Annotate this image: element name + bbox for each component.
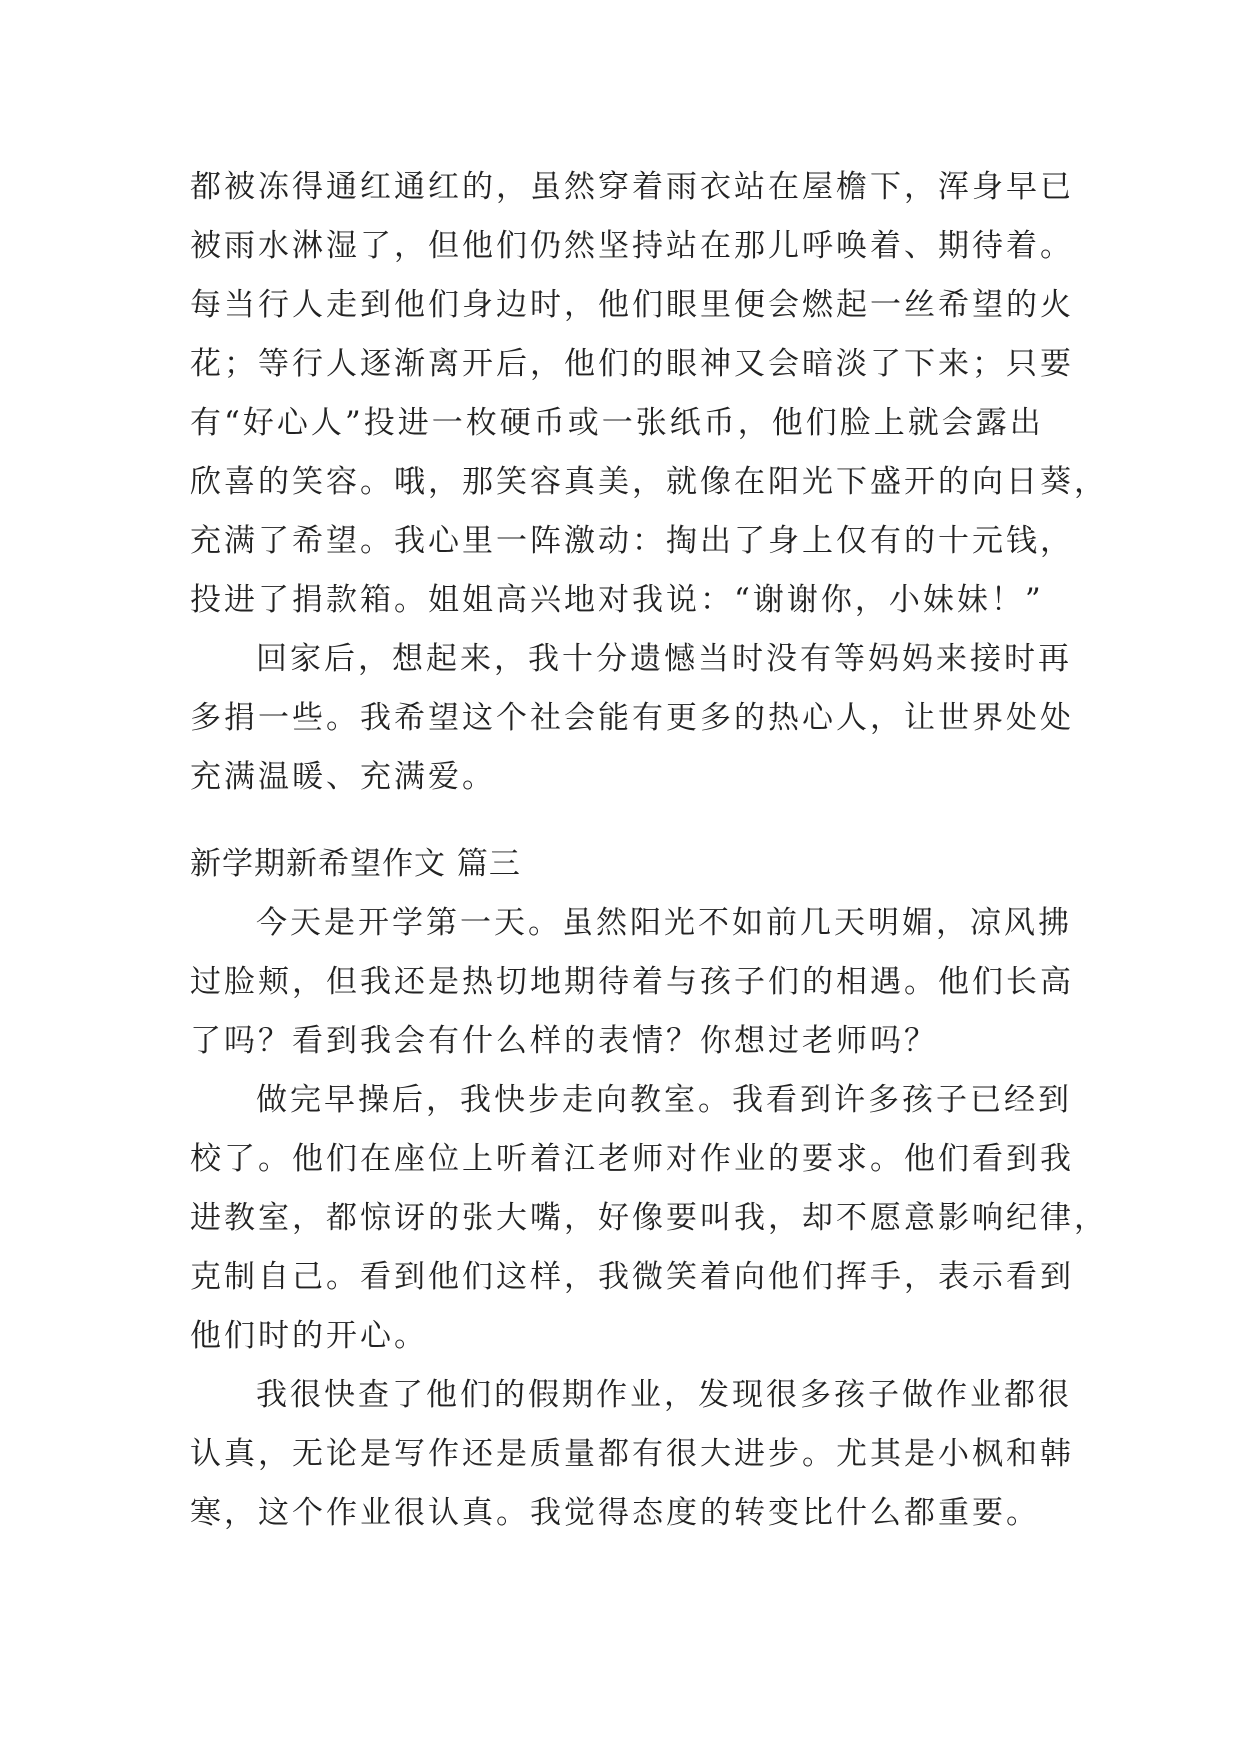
section-heading: 新学期新希望作文 篇三 xyxy=(190,846,521,882)
paragraph xyxy=(190,630,1074,807)
text-line: 多捐一些。我希望这个社会能有更多的热心人，让世界处处 xyxy=(190,700,1074,736)
text-line: 做完早操后，我快步走向教室。我看到许多孩子已经到 xyxy=(256,1082,1072,1118)
text-line: 充满温暖、充满爱。 xyxy=(190,759,496,795)
paragraph xyxy=(190,1366,1074,1543)
text-line: 欣喜的笑容。哦，那笑容真美，就像在阳光下盛开的向日葵， xyxy=(190,464,1108,500)
text-line: 投进了捐款箱。姐姐高兴地对我说：“谢谢你，小妹妹！” xyxy=(190,582,1044,618)
text-line: 有“好心人”投进一枚硬币或一张纸币，他们脸上就会露出 xyxy=(190,405,1044,441)
paragraph xyxy=(190,1071,1108,1366)
text-line: 花；等行人逐渐离开后，他们的眼神又会暗淡了下来；只要 xyxy=(190,346,1074,382)
text-line: 了吗？看到我会有什么样的表情？你想过老师吗？ xyxy=(190,1023,938,1059)
paragraph xyxy=(190,894,1074,1071)
text-line: 克制自己。看到他们这样，我微笑着向他们挥手，表示看到 xyxy=(190,1259,1074,1295)
text-line: 他们时的开心。 xyxy=(190,1318,428,1354)
text-line: 都被冻得通红通红的，虽然穿着雨衣站在屋檐下，浑身早已 xyxy=(190,169,1074,205)
text-line: 今天是开学第一天。虽然阳光不如前几天明媚，凉风拂 xyxy=(256,905,1072,941)
text-line: 每当行人走到他们身边时，他们眼里便会燃起一丝希望的火 xyxy=(190,287,1074,323)
text-line: 我很快查了他们的假期作业，发现很多孩子做作业都很 xyxy=(256,1377,1072,1413)
text-line: 过脸颊，但我还是热切地期待着与孩子们的相遇。他们长高 xyxy=(190,964,1074,1000)
text-line: 回家后，想起来，我十分遗憾当时没有等妈妈来接时再 xyxy=(256,641,1072,677)
text-line: 校了。他们在座位上听着江老师对作业的要求。他们看到我 xyxy=(190,1141,1074,1177)
text-line: 认真，无论是写作还是质量都有很大进步。尤其是小枫和韩 xyxy=(190,1436,1074,1472)
text-line: 进教室，都惊讶的张大嘴，好像要叫我，却不愿意影响纪律， xyxy=(190,1200,1108,1236)
document-body xyxy=(190,158,1108,1543)
section-spacer xyxy=(190,807,1070,835)
paragraph xyxy=(190,158,1108,630)
text-line: 充满了希望。我心里一阵激动：掏出了身上仅有的十元钱， xyxy=(190,523,1074,559)
text-line: 寒，这个作业很认真。我觉得态度的转变比什么都重要。 xyxy=(190,1495,1040,1531)
text-line: 被雨水淋湿了，但他们仍然坚持站在那儿呼唤着、期待着。 xyxy=(190,228,1074,264)
